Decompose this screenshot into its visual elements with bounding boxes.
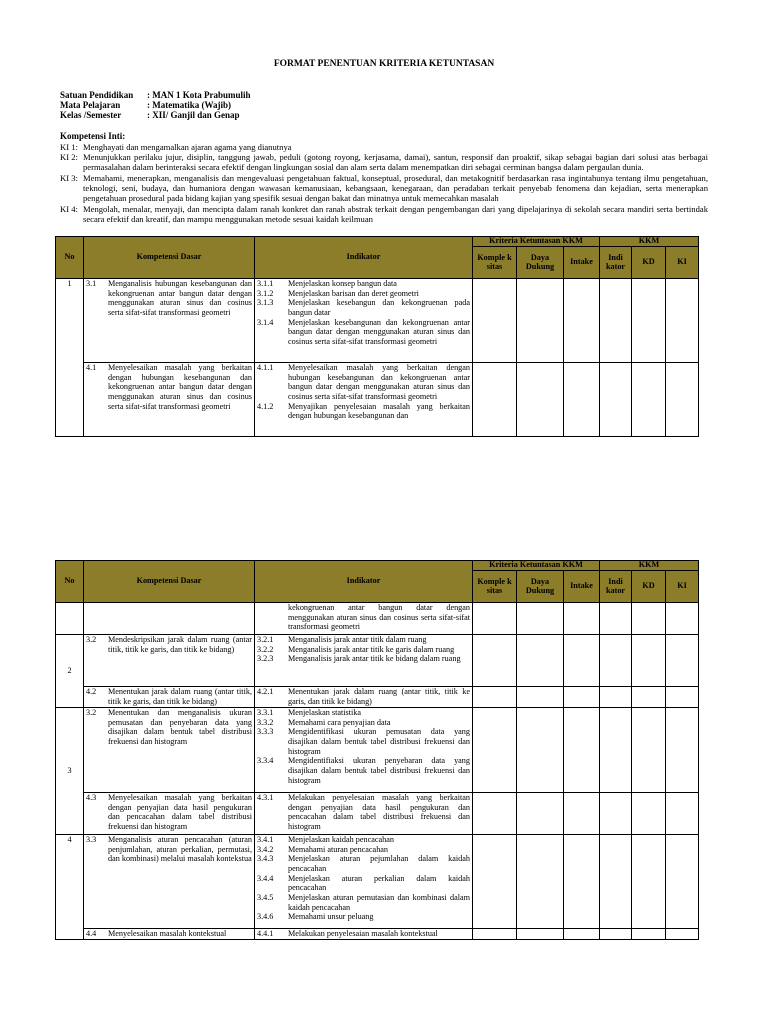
table-row (56, 929, 699, 940)
table-row (56, 603, 699, 635)
table-row (56, 687, 699, 708)
header-kd-short: KD (632, 247, 666, 279)
page-title: FORMAT PENENTUAN KRITERIA KETUNTASAN (273, 59, 495, 69)
kkm-table-1 (55, 236, 699, 437)
kd-cell: 3.1 Menganalisis hubungan kesebangunan dan kekongruenan antar bangun datar dengan menggunakan aturan sinus dan cosinus serta sifat-sifat transformasi geometri (84, 279, 255, 363)
header-ki-short: KI (666, 571, 699, 603)
indikator-cell: 4.3.1 Melakukan penyelesaian masalah yang berkaitan dengan penyajian data hasil pengukuran dan pencacahan dalam tabel distribusi frekuensi dan histogram (255, 793, 473, 835)
header-kkm: KKM (600, 237, 699, 247)
row-number: 4 (56, 835, 84, 940)
header-indikator-short: Indi kator (600, 571, 632, 603)
indikator-cell: kekongruenan antar bangun datar dengan menggunakan aturan sinus dan cosinus serta sifat-sifat transformasi geometri (255, 603, 473, 635)
header-intake: Intake (564, 247, 600, 279)
row-number: 3 (56, 708, 84, 835)
header-daya-dukung: Daya Dukung (517, 247, 564, 279)
table-row (56, 279, 699, 363)
header-no: No (56, 237, 84, 279)
header-kkm: KKM (600, 561, 699, 571)
table-row (56, 635, 699, 687)
kd-cell: 4.2 Menentukan jarak dalam ruang (antar titik, titik ke garis, dan titik ke bidang) (84, 687, 255, 708)
kkm-table-2 (55, 560, 699, 940)
row-number: 1 (56, 279, 84, 437)
kd-cell: 4.3 Menyelesaikan masalah yang berkaitan dengan penyajian data hasil pengukuran dan pencacahan dalam tabel distribusi frekuensi dan histogram (84, 793, 255, 835)
indikator-cell: 3.3.1 Menjelaskan statistika 3.3.2 Memahami cara penyajian data 3.3.3 Mengidentifikasi ukuran pemusatan data yang disajikan dalam bentuk tabel distribusi frekuensi dan histogram 3.3.4 Mengidentifiaksi ukuran penyebaran data yang disajikan dalam bentuk tabel distribusi frekuensi dan histogram (255, 708, 473, 793)
ki-heading: Kompetensi Inti: (60, 131, 126, 141)
indikator-cell: 3.1.1 Menjelaskan konsep bangun data 3.1.2 Menjelaskan barisan dan deret geometri 3.1.3 Menjelaskan kesebangun dan kekongruenan pada bangun datar 3.1.4 Menjelaskan kesebangunan dan kekongruenan antar bangun datar dengan menggunakan aturan sinus dan cosinus serta sifat-sifat transformasi geometri (255, 279, 473, 363)
header-no: No (56, 561, 84, 603)
header-kompleksitas: Komple k sitas (473, 571, 517, 603)
header-kriteria: Kriteria Ketuntasan KKM (473, 237, 600, 247)
kd-cell: 4.1 Menyelesaikan masalah yang berkaitan dengan hubungan kesebangunan dan kekongruenan antar bangun datar dengan menggunakan aturan sinus dan cosinus serta sifat-sifat transformasi geometri (84, 363, 255, 437)
header-kd: Kompetensi Dasar (84, 237, 255, 279)
header-kompleksitas: Komple k sitas (473, 247, 517, 279)
indikator-cell: 4.1.1 Menyelesaikan masalah yang berkaitan dengan hubungan kesebangunan dan kekongruenan antar bangun datar dengan menggunakan aturan sinus dan cosinus serta sifat-sifat transformasi geometri 4.1.2 Menyajikan penyelesaian masalah yang berkaitan dengan hubungan kesebangunan dan (255, 363, 473, 437)
kd-cell: 3.2 Mendeskripsikan jarak dalam ruang (antar titik, titik ke garis, dan titik ke bidang) (84, 635, 255, 687)
header-indikator: Indikator (255, 561, 473, 603)
indikator-cell: 4.2.1 Menentukan jarak dalam ruang (antar titik, titik ke garis, dan titik ke bidang) (255, 687, 473, 708)
indikator-cell: 3.2.1 Menganalisis jarak antar titik dalam ruang 3.2.2 Menganalisis jarak antar titik ke garis dalam ruang 3.2.3 Menganalisis jarak antar titik ke bidang dalam ruang (255, 635, 473, 687)
table-row (56, 363, 699, 437)
header-intake: Intake (564, 571, 600, 603)
table-row (56, 835, 699, 929)
header-daya-dukung: Daya Dukung (517, 571, 564, 603)
indikator-cell: 4.4.1 Melakukan penyelesaian masalah kontekstual (255, 929, 473, 940)
indikator-cell: 3.4.1 Menjelaskan kaidah pencacahan 3.4.2 Memahami aturan pencacahan 3.4.3 Menjelaskan aturan pejumlahan dalam kaidah pencacahan 3.4.4 Menjelaskan aturan perkalian dalam kaidah pencacahan 3.4.5 Menjelaskan aturan pemutasian dan kombinasi dalam kaidah pencacahan 3.4.6 Memahami unsur peluang (255, 835, 473, 929)
kd-cell: 3.2 Menentukan dan menganalisis ukuran pemusatan dan penyebaran data yang disajikan dalam bentuk tabel distribusi frekuensi dan histogram (84, 708, 255, 793)
header-kriteria: Kriteria Ketuntasan KKM (473, 561, 600, 571)
header-kd-short: KD (632, 571, 666, 603)
header-indikator-short: Indi kator (600, 247, 632, 279)
table-row (56, 793, 699, 835)
kd-cell: 4.4 Menyelesaikan masalah kontekstual (84, 929, 255, 940)
row-number: 2 (56, 635, 84, 708)
header-kd: Kompetensi Dasar (84, 561, 255, 603)
header-indikator: Indikator (255, 237, 473, 279)
kd-cell: 3.3 Menganalisis aturan pencacahan (aturan penjumlahan, aturan perkalian, permutasi, dan kombinasi) melalui masalah kontekstua (84, 835, 255, 929)
table-row (56, 708, 699, 793)
header-ki-short: KI (666, 247, 699, 279)
